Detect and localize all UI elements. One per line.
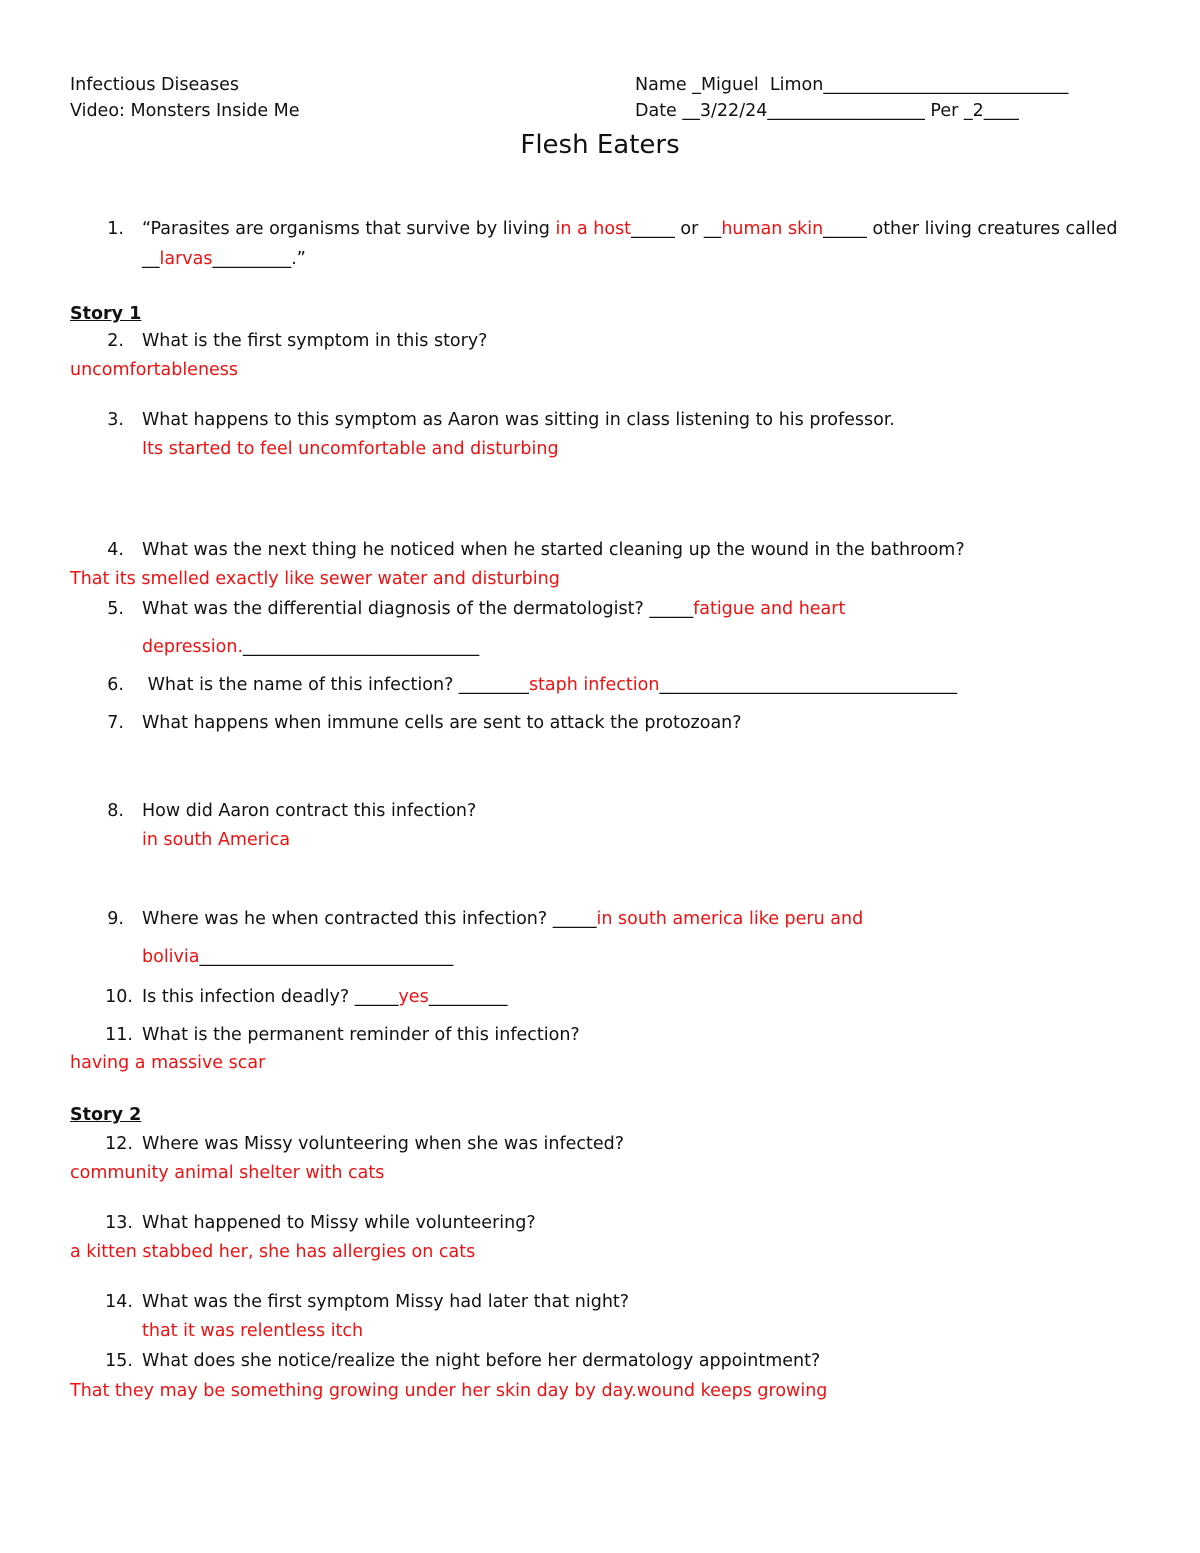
q14-text: What was the first symptom Missy had later that night? xyxy=(142,1292,630,1312)
q15-answer: That they may be something growing under her skin day by day.wound keeps growing xyxy=(70,1381,828,1401)
story-1-heading: Story 1 xyxy=(70,304,142,324)
date-label: Date __ xyxy=(635,101,700,121)
q5-answer-2: depression. xyxy=(142,637,244,657)
q8-answer: in south America xyxy=(142,830,291,850)
q4-number: 4. xyxy=(107,540,124,560)
q6-answer: staph infection xyxy=(528,675,660,695)
date-blank: __________________ xyxy=(767,101,925,121)
q5-line2 xyxy=(142,636,479,658)
q6-text: What is the name of this infection? ________ xyxy=(142,675,529,695)
q4-answer: That its smelled exactly like sewer water and disturbing xyxy=(70,569,560,589)
q5-blank: ___________________________ xyxy=(243,637,480,657)
q2-answer: uncomfortableness xyxy=(70,360,239,380)
q1-text-e: _________.” xyxy=(212,249,306,269)
q11-text: What is the permanent reminder of this infection? xyxy=(142,1025,580,1045)
q3-text: What happens to this symptom as Aaron was sitting in class listening to his professor. xyxy=(142,410,895,430)
name-blank: ____________________________ xyxy=(823,75,1069,95)
q9-answer-2: bolivia xyxy=(142,947,200,967)
q1-text-d: __ xyxy=(142,249,160,269)
q1-text-a: “Parasites are organisms that survive by living xyxy=(142,219,556,239)
q5-text: What was the differential diagnosis of the dermatologist? _____ xyxy=(142,599,694,619)
date-value: 3/22/24 xyxy=(699,101,768,121)
q6-line xyxy=(142,674,957,696)
q13-number: 13. xyxy=(105,1213,133,1233)
q4-text: What was the next thing he noticed when he started cleaning up the wound in the bathroom? xyxy=(142,540,965,560)
q10-number: 10. xyxy=(105,987,133,1007)
q3-number: 3. xyxy=(107,410,124,430)
q1-text-b: _____ or __ xyxy=(631,219,722,239)
q1-answer-1: in a host xyxy=(555,219,632,239)
q7-number: 7. xyxy=(107,713,124,733)
q7-text: What happens when immune cells are sent to attack the protozoan? xyxy=(142,713,742,733)
name-label: Name _ xyxy=(635,75,701,95)
name-value: Miguel Limon xyxy=(700,75,824,95)
q1-line2 xyxy=(142,248,306,270)
q2-text: What is the first symptom in this story? xyxy=(142,331,488,351)
q11-number: 11. xyxy=(105,1025,133,1045)
video-title: Video: Monsters Inside Me xyxy=(70,101,300,121)
q6-number: 6. xyxy=(107,675,124,695)
q8-text: How did Aaron contract this infection? xyxy=(142,801,477,821)
q9-line1 xyxy=(142,908,863,930)
q15-text: What does she notice/realize the night before her dermatology appointment? xyxy=(142,1351,821,1371)
date-row xyxy=(635,100,1019,122)
story-2-heading: Story 2 xyxy=(70,1105,142,1125)
q9-answer-1: in south america like peru and xyxy=(596,909,864,929)
q11-answer: having a massive scar xyxy=(70,1053,266,1073)
q9-number: 9. xyxy=(107,909,124,929)
q13-answer: a kitten stabbed her, she has allergies on cats xyxy=(70,1242,476,1262)
q15-number: 15. xyxy=(105,1351,133,1371)
course-title: Infectious Diseases xyxy=(70,75,239,95)
q8-number: 8. xyxy=(107,801,124,821)
name-row xyxy=(635,74,1068,96)
per-blank: ____ xyxy=(983,101,1019,121)
q1-line1 xyxy=(142,218,1117,240)
q10-line xyxy=(142,986,507,1008)
q10-text: Is this infection deadly? _____ xyxy=(142,987,399,1007)
q9-text: Where was he when contracted this infection? _____ xyxy=(142,909,597,929)
q3-answer: Its started to feel uncomfortable and disturbing xyxy=(142,439,559,459)
q14-answer: that it was relentless itch xyxy=(142,1321,364,1341)
q5-number: 5. xyxy=(107,599,124,619)
per-value: 2 xyxy=(972,101,984,121)
q5-answer-1: fatigue and heart xyxy=(693,599,846,619)
q12-answer: community animal shelter with cats xyxy=(70,1163,385,1183)
q1-number: 1. xyxy=(107,219,124,239)
q1-answer-3: larvas xyxy=(159,249,213,269)
page-title: Flesh Eaters xyxy=(520,130,680,160)
q5-line1 xyxy=(142,598,845,620)
q10-blank: _________ xyxy=(428,987,508,1007)
q6-blank: __________________________________ xyxy=(659,675,957,695)
q13-text: What happened to Missy while volunteering? xyxy=(142,1213,536,1233)
q10-answer: yes xyxy=(398,987,429,1007)
q2-number: 2. xyxy=(107,331,124,351)
q1-answer-2: human skin xyxy=(721,219,824,239)
per-label: Per _ xyxy=(924,101,973,121)
q9-blank: _____________________________ xyxy=(199,947,454,967)
q12-text: Where was Missy volunteering when she was infected? xyxy=(142,1134,625,1154)
q12-number: 12. xyxy=(105,1134,133,1154)
q9-line2 xyxy=(142,946,453,968)
q1-text-c: _____ other living creatures called xyxy=(823,219,1118,239)
q14-number: 14. xyxy=(105,1292,133,1312)
